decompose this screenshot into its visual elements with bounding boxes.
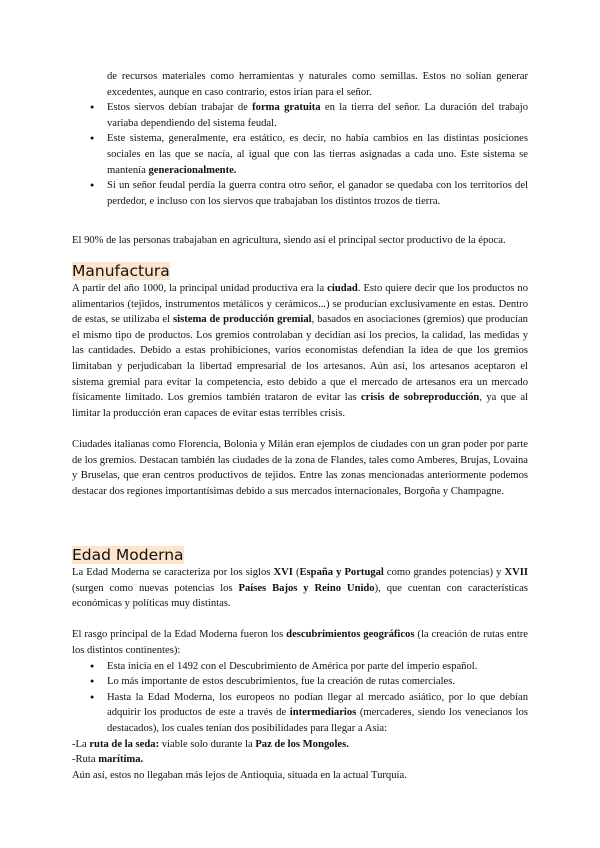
section-edad-moderna <box>72 545 528 783</box>
feudal-bullets <box>72 69 528 209</box>
paragraph: A partir del año 1000, la principal unidad productiva era la ciudad. Esto quiere decir que los productos no alimentarios (tejidos, instrumentos metálicos y cerámicos...) se producían exclusivamente en estas. Dentro de estas, se utilizaba el sistema de producción gremial, basados en asociaciones (gremios) que producían el mismo tipo de productos. Los gremios controlaban y decidían así los precios, la calidad, las medidas y las cantidades. Debido a estas prohibiciones, varios economistas defendían la idea de que los gremios limitaban y perjudicaban la libertad empresarial de los artesanos. Aún así, los artesanos aceptaron el sistema gremial para evitar la competencia, esto debido a que el mercado de artesanos era un mercado físicamente limitado. Los gremios también trataron de evitar las crisis de sobreproducción, ya que al limitar la producción eran capaces de evitar estas terribles crisis. <box>72 283 528 419</box>
bold-text: forma gratuita <box>252 102 321 114</box>
route-silk: -La ruta de la seda: viable solo durante la Paz de los Mongoles. <box>72 738 349 750</box>
text: Este sistema, generalmente, era estático, es decir, no había cambios en las distintas posiciones sociales en las que se nacía, al igual que con las tierras asignadas a cada uno. Este sistema se mantenía <box>107 133 528 176</box>
paragraph: La Edad Moderna se caracteriza por los siglos XVI (España y Portugal como grandes potencias) y XVII (surgen como nuevas potencias los Países Bajos y Reino Unido), que cuentan con características económicas y políticas muy distintas. <box>72 567 528 610</box>
route-maritime: -Ruta marítima. <box>72 754 144 766</box>
list-item: ● Lo más importante de estos descubrimientos, fue la creación de rutas comerciales. <box>72 674 528 690</box>
paragraph: El rasgo principal de la Edad Moderna fueron los descubrimientos geográficos (la creación de rutas entre los distintos continentes): <box>72 629 528 656</box>
list-item <box>72 131 528 178</box>
text: Estos siervos debían trabajar de <box>107 102 253 114</box>
list-item: ● Esta inicia en el 1492 con el Descubrimiento de América por parte del imperio español. <box>72 659 528 675</box>
heading-text: Manufactura <box>72 262 170 280</box>
heading-manufactura <box>72 261 528 281</box>
bold-text: generacionalmente. <box>148 164 237 176</box>
text: en la tierra del señor. La duración del trabajo variaba dependiendo del sistema feudal. <box>107 102 529 129</box>
heading-edad-moderna <box>72 545 528 565</box>
paragraph: Ciudades italianas como Florencia, Bolonia y Milán eran ejemplos de ciudades con un gran poder por parte de los gremios. Destacan también las ciudades de la zona de Flandes, tales como Amberes, Brujas, Lovaina y Bruselas, que eran centros productivos de tejidos. Entre las zonas mencionadas anteriormente podemos destacar dos regiones importantísimas debido a sus mercados internacionales, Borgoña y Champagne. <box>72 438 528 497</box>
paragraph: El 90% de las personas trabajaban en agricultura, siendo así el principal sector productivo de la época. <box>72 235 506 246</box>
bullet-continuation: de recursos materiales como herramientas y naturales como semillas. Estos no solían generar excedentes, aunque en caso contrario, estos irían para el señor. <box>107 71 528 98</box>
list-item <box>72 100 528 131</box>
agriculture-paragraph <box>72 233 528 249</box>
text: Si un señor feudal perdía la guerra contra otro señor, el ganador se quedaba con los territorios del perdedor, e incluso con los siervos que trabajaban los distintos trozos de tierra. <box>107 180 528 207</box>
list-item: ● Hasta la Edad Moderna, los europeos no podían llegar al mercado asiático, por lo que debían adquirir los productos de este a través de intermediarios (mercaderes, siendo los venecianos los destacados), los cuales tenían dos posibilidades para llegar a Asia: <box>72 690 528 737</box>
list-item <box>72 178 528 209</box>
closing-sentence: Aún así, estos no llegaban más lejos de Antioquia, situada en la actual Turquía. <box>72 769 407 781</box>
section-manufactura <box>72 261 528 499</box>
heading-text: Edad Moderna <box>72 546 184 564</box>
